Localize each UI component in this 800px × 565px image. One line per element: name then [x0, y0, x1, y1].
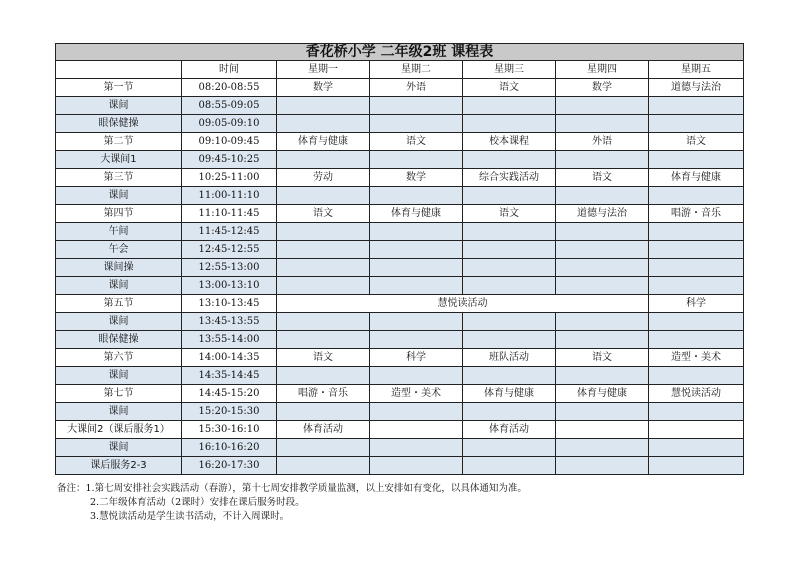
- table-row: [56, 439, 744, 457]
- subject-cell: 体育与健康: [370, 205, 463, 223]
- timetable: [55, 43, 744, 475]
- subject-cell: 语文: [370, 133, 463, 151]
- period-time: 13:10-13:45: [182, 295, 277, 313]
- subject-cell: 体育与健康: [277, 133, 370, 151]
- table-row: [56, 421, 744, 439]
- subject-cell: 造型・美术: [370, 385, 463, 403]
- period-time: 14:00-14:35: [182, 349, 277, 367]
- period-label: 午会: [56, 241, 182, 259]
- subject-cell: [556, 223, 649, 241]
- subject-cell: [649, 259, 744, 277]
- subject-cell: [463, 403, 556, 421]
- subject-cell: 体育与健康: [649, 169, 744, 187]
- period-label: 眼保健操: [56, 331, 182, 349]
- subject-cell: 数学: [277, 79, 370, 97]
- subject-cell: [556, 439, 649, 457]
- subject-cell: 校本课程: [463, 133, 556, 151]
- column-header: 星期三: [463, 61, 556, 79]
- table-row: [56, 115, 744, 133]
- subject-cell: [649, 403, 744, 421]
- subject-cell: 班队活动: [463, 349, 556, 367]
- subject-cell: [370, 367, 463, 385]
- period-label: 第六节: [56, 349, 182, 367]
- subject-cell: [649, 223, 744, 241]
- subject-cell: [463, 223, 556, 241]
- period-time: 11:10-11:45: [182, 205, 277, 223]
- subject-cell: [649, 97, 744, 115]
- subject-cell: [277, 313, 370, 331]
- subject-cell: [556, 313, 649, 331]
- subject-cell: 语文: [556, 169, 649, 187]
- subject-cell: [277, 331, 370, 349]
- subject-cell: 语文: [463, 205, 556, 223]
- subject-cell: [370, 223, 463, 241]
- table-row: [56, 259, 744, 277]
- period-time: 15:20-15:30: [182, 403, 277, 421]
- table-row: [56, 241, 744, 259]
- header-row: [56, 61, 744, 79]
- subject-cell: 综合实践活动: [463, 169, 556, 187]
- period-time: 08:55-09:05: [182, 97, 277, 115]
- period-time: 11:00-11:10: [182, 187, 277, 205]
- period-time: 09:10-09:45: [182, 133, 277, 151]
- subject-cell: [370, 241, 463, 259]
- subject-cell: [370, 115, 463, 133]
- subject-cell: 数学: [370, 169, 463, 187]
- period-time: 12:55-13:00: [182, 259, 277, 277]
- table-row: [56, 457, 744, 475]
- subject-cell: 数学: [556, 79, 649, 97]
- subject-cell: [277, 367, 370, 385]
- column-header: 时间: [182, 61, 277, 79]
- subject-cell: [370, 97, 463, 115]
- period-time: 15:30-16:10: [182, 421, 277, 439]
- subject-cell: 体育与健康: [463, 385, 556, 403]
- period-time: 09:05-09:10: [182, 115, 277, 133]
- subject-cell: [370, 331, 463, 349]
- period-time: 14:45-15:20: [182, 385, 277, 403]
- subject-cell: 语文: [277, 205, 370, 223]
- period-label: 课间: [56, 187, 182, 205]
- table-row: [56, 133, 744, 151]
- subject-cell: [556, 421, 649, 439]
- note-3: 3.慧悦读活动是学生读书活动，不计入周课时。: [90, 511, 290, 522]
- timetable-sheet: [55, 43, 743, 475]
- subject-cell: [463, 151, 556, 169]
- period-time: 11:45-12:45: [182, 223, 277, 241]
- table-row: [56, 79, 744, 97]
- table-row: [56, 97, 744, 115]
- subject-cell: [556, 97, 649, 115]
- header-corner: [56, 61, 182, 79]
- subject-cell: [277, 115, 370, 133]
- subject-cell: [370, 151, 463, 169]
- subject-cell: [556, 187, 649, 205]
- period-time: 09:45-10:25: [182, 151, 277, 169]
- subject-cell: [370, 277, 463, 295]
- subject-cell: 科学: [649, 295, 744, 313]
- subject-cell: [463, 331, 556, 349]
- table-row: [56, 385, 744, 403]
- period-time: 14:35-14:45: [182, 367, 277, 385]
- period-label: 课间: [56, 313, 182, 331]
- subject-cell: 道德与法治: [649, 79, 744, 97]
- subject-cell: [463, 367, 556, 385]
- subject-cell: [649, 187, 744, 205]
- column-header: 星期五: [649, 61, 744, 79]
- subject-cell: 语文: [463, 79, 556, 97]
- period-label: 大课间1: [56, 151, 182, 169]
- period-label: 课间操: [56, 259, 182, 277]
- subject-cell: 唱游・音乐: [649, 205, 744, 223]
- subject-cell: 道德与法治: [556, 205, 649, 223]
- subject-cell: [556, 259, 649, 277]
- subject-cell: 语文: [277, 349, 370, 367]
- subject-cell: 语文: [556, 349, 649, 367]
- column-header: 星期二: [370, 61, 463, 79]
- subject-cell: [649, 277, 744, 295]
- column-header: 星期一: [277, 61, 370, 79]
- subject-cell: [649, 367, 744, 385]
- subject-cell: [463, 115, 556, 133]
- subject-cell: [370, 439, 463, 457]
- period-label: 大课间2（课后服务1）: [56, 421, 182, 439]
- subject-cell: [649, 331, 744, 349]
- period-time: 13:55-14:00: [182, 331, 277, 349]
- subject-cell: 语文: [649, 133, 744, 151]
- note-1: 备注：1.第七周安排社会实践活动（春游），第十七周安排教学质量监测，以上安排如有变化，以具体通知为准。: [57, 483, 527, 494]
- period-time: 16:20-17:30: [182, 457, 277, 475]
- subject-cell: [463, 439, 556, 457]
- period-label: 第四节: [56, 205, 182, 223]
- period-label: 眼保健操: [56, 115, 182, 133]
- subject-cell: [370, 313, 463, 331]
- subject-cell: [463, 187, 556, 205]
- subject-cell: 体育与健康: [556, 385, 649, 403]
- subject-cell: [277, 187, 370, 205]
- subject-cell: [556, 151, 649, 169]
- subject-cell: [277, 241, 370, 259]
- table-row: [56, 187, 744, 205]
- period-label: 课后服务2-3: [56, 457, 182, 475]
- subject-cell: 科学: [370, 349, 463, 367]
- period-label: 课间: [56, 403, 182, 421]
- table-row: [56, 205, 744, 223]
- subject-cell: [649, 457, 744, 475]
- column-header: 星期四: [556, 61, 649, 79]
- subject-cell: [277, 97, 370, 115]
- subject-cell: [556, 331, 649, 349]
- notes: [57, 482, 527, 524]
- period-label: 第二节: [56, 133, 182, 151]
- note-2: 2.二年级体育活动（2课时）安排在课后服务时段。: [90, 497, 305, 508]
- subject-cell: [277, 439, 370, 457]
- subject-cell: 体育活动: [277, 421, 370, 439]
- subject-cell: [370, 259, 463, 277]
- subject-cell: [463, 241, 556, 259]
- subject-cell: [277, 277, 370, 295]
- table-row: [56, 403, 744, 421]
- period-label: 课间: [56, 439, 182, 457]
- subject-cell: [463, 457, 556, 475]
- page-title: 香花桥小学 二年级2班 课程表: [56, 44, 744, 61]
- subject-cell: [463, 259, 556, 277]
- period-label: 第五节: [56, 295, 182, 313]
- period-time: 12:45-12:55: [182, 241, 277, 259]
- subject-cell: [556, 367, 649, 385]
- subject-cell: [277, 223, 370, 241]
- subject-cell: [556, 457, 649, 475]
- period-label: 第七节: [56, 385, 182, 403]
- subject-cell: [370, 421, 463, 439]
- subject-cell: [649, 241, 744, 259]
- period-label: 第三节: [56, 169, 182, 187]
- period-label: 第一节: [56, 79, 182, 97]
- subject-cell: [556, 115, 649, 133]
- subject-cell: [370, 457, 463, 475]
- period-label: 课间: [56, 277, 182, 295]
- period-time: 13:00-13:10: [182, 277, 277, 295]
- subject-cell: [649, 115, 744, 133]
- subject-cell: [277, 151, 370, 169]
- subject-cell: [277, 259, 370, 277]
- period-time: 16:10-16:20: [182, 439, 277, 457]
- timetable-body: [56, 79, 744, 475]
- subject-cell: [649, 313, 744, 331]
- subject-cell: 体育活动: [463, 421, 556, 439]
- period-label: 课间: [56, 367, 182, 385]
- table-row: [56, 295, 744, 313]
- table-row: [56, 331, 744, 349]
- subject-cell: [649, 439, 744, 457]
- merged-activity-cell: 慧悦读活动: [277, 295, 649, 313]
- table-row: [56, 367, 744, 385]
- table-row: [56, 151, 744, 169]
- subject-cell: 唱游・音乐: [277, 385, 370, 403]
- table-row: [56, 349, 744, 367]
- period-label: 课间: [56, 97, 182, 115]
- subject-cell: [370, 187, 463, 205]
- period-time: 13:45-13:55: [182, 313, 277, 331]
- subject-cell: 慧悦读活动: [649, 385, 744, 403]
- subject-cell: [556, 403, 649, 421]
- subject-cell: [649, 421, 744, 439]
- subject-cell: [463, 313, 556, 331]
- period-label: 午间: [56, 223, 182, 241]
- subject-cell: [277, 457, 370, 475]
- period-time: 08:20-08:55: [182, 79, 277, 97]
- subject-cell: [370, 403, 463, 421]
- subject-cell: 劳动: [277, 169, 370, 187]
- table-row: [56, 223, 744, 241]
- subject-cell: [463, 97, 556, 115]
- subject-cell: 外语: [556, 133, 649, 151]
- subject-cell: [556, 241, 649, 259]
- subject-cell: 造型・美术: [649, 349, 744, 367]
- table-row: [56, 277, 744, 295]
- period-time: 10:25-11:00: [182, 169, 277, 187]
- table-row: [56, 169, 744, 187]
- subject-cell: [556, 277, 649, 295]
- subject-cell: [463, 277, 556, 295]
- table-row: [56, 313, 744, 331]
- subject-cell: 外语: [370, 79, 463, 97]
- subject-cell: [277, 403, 370, 421]
- subject-cell: [649, 151, 744, 169]
